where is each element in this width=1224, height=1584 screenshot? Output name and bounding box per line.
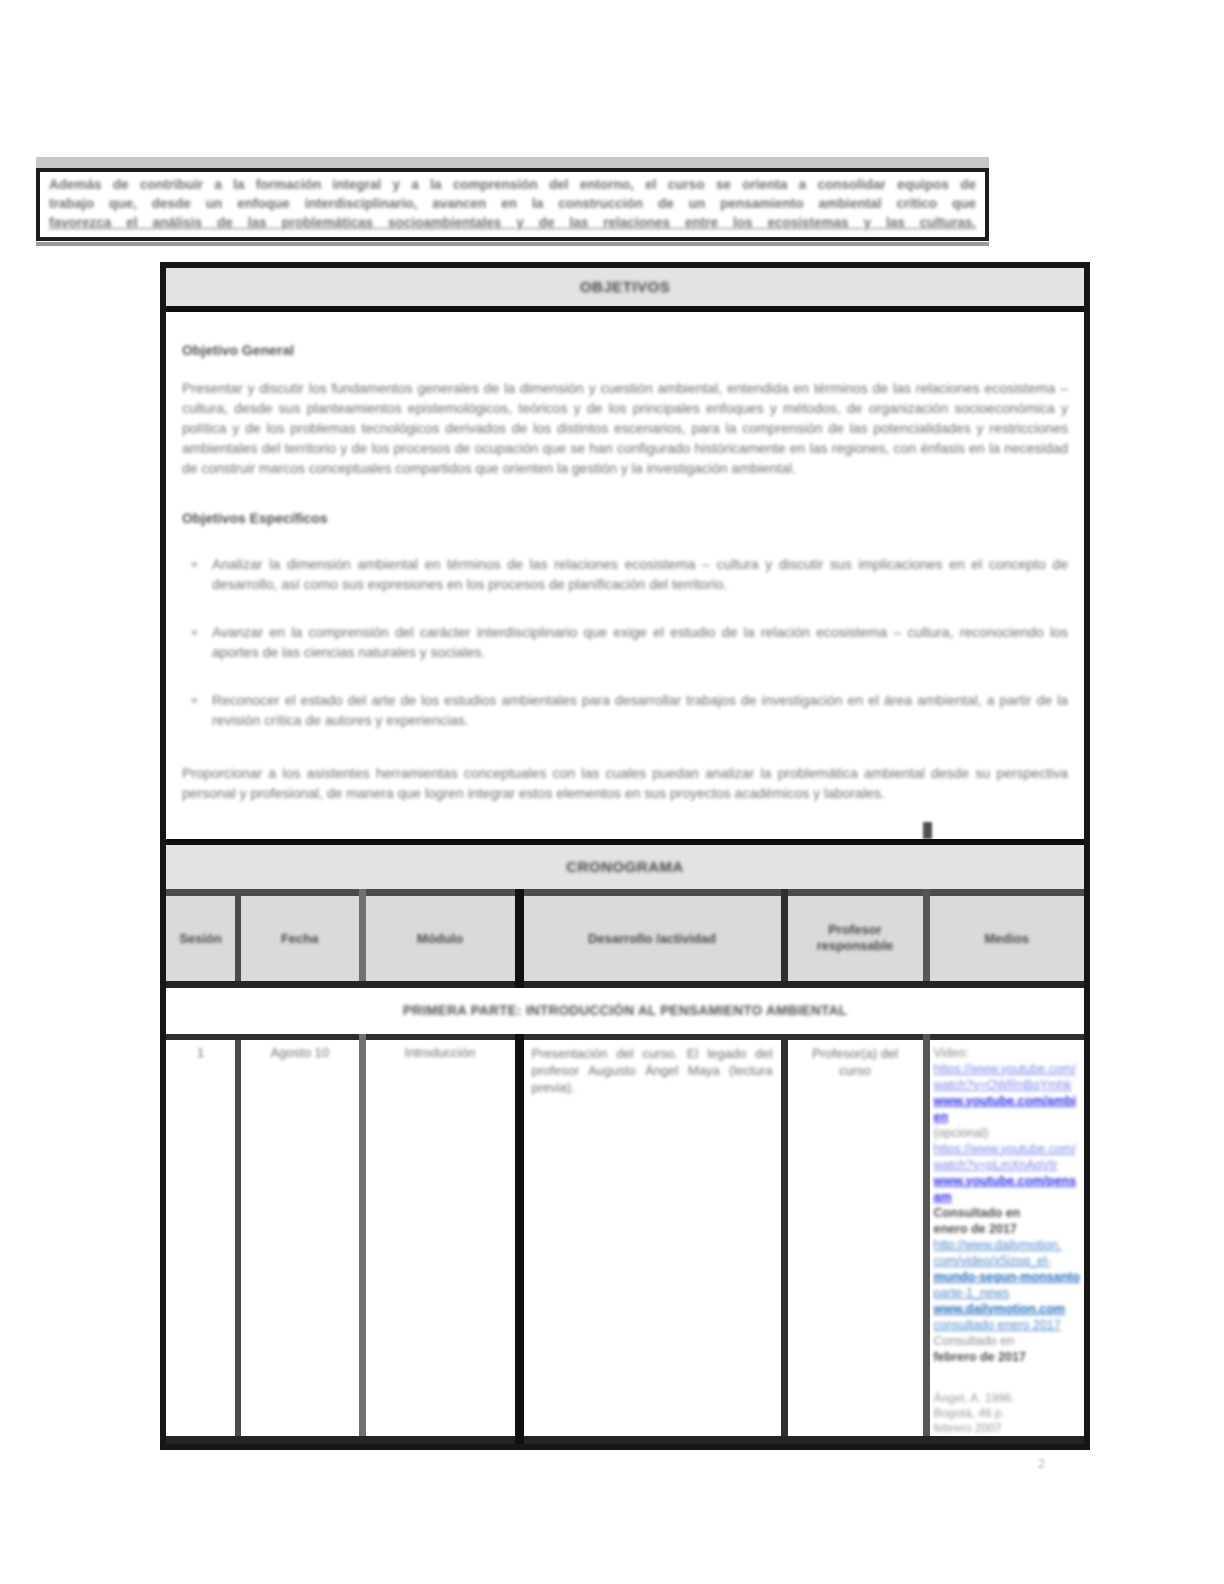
modulo-value: Introducción bbox=[404, 1044, 476, 1060]
fecha-value: Agosto 10 bbox=[270, 1044, 330, 1060]
medios-note: Consultado en bbox=[933, 1205, 1021, 1220]
column-header-label: Fecha bbox=[280, 930, 319, 946]
cronograma-header-band bbox=[166, 839, 1084, 889]
intro-text-box bbox=[36, 168, 989, 241]
column-header-label: Sesión bbox=[179, 930, 222, 946]
cell-desarrollo bbox=[519, 1037, 784, 1440]
column-header-label: Desarrollo /actividad bbox=[588, 930, 716, 946]
medios-note: febrero de 2017 bbox=[933, 1349, 1026, 1364]
column-header-desarrollo bbox=[519, 893, 784, 985]
documental-hyperlink[interactable]: mundo-segun-monsanto bbox=[933, 1269, 1081, 1284]
text-cursor-mark bbox=[923, 822, 932, 839]
objetivos-title: OBJETIVOS bbox=[579, 278, 671, 296]
cell-profesor bbox=[784, 1037, 926, 1440]
medios-note: (opcional) bbox=[933, 1125, 989, 1140]
column-header-label: Medios bbox=[984, 930, 1030, 946]
cronograma-title: CRONOGRAMA bbox=[566, 858, 684, 876]
column-header-label: Módulo bbox=[416, 930, 464, 946]
profesor-line: Profesor(a) del bbox=[812, 1045, 898, 1061]
video-hyperlink[interactable]: watch?v=pLmXnAqVtr bbox=[933, 1157, 1058, 1172]
intro-text-box-content bbox=[40, 172, 985, 237]
column-header-label: Profesor responsable bbox=[816, 922, 894, 953]
citation-line: Bogotá, 46 p. bbox=[933, 1405, 1005, 1420]
citation-line: Ángel, A. 1996. bbox=[933, 1390, 1015, 1405]
section-title-row bbox=[166, 985, 1084, 1037]
section-title-cell bbox=[166, 985, 1084, 1037]
documental-hyperlink[interactable]: http://www.dailymotion. bbox=[933, 1237, 1062, 1252]
documental-hyperlink[interactable]: com/video/x5jzpq_el- bbox=[933, 1253, 1051, 1268]
objetivos-content bbox=[166, 312, 1084, 839]
citation-line: febrero 2007 bbox=[933, 1420, 1002, 1435]
medios-label: Video: bbox=[933, 1045, 969, 1060]
medios-note: Consultado en bbox=[933, 1333, 1015, 1348]
cell-fecha bbox=[238, 1037, 362, 1440]
column-header-medios bbox=[926, 893, 1084, 985]
page-number: 2 bbox=[1038, 1456, 1046, 1471]
cell-sesion bbox=[166, 1037, 238, 1440]
cell-modulo bbox=[362, 1037, 519, 1440]
intro-line: Además de contribuir a la formación integral y a la comprensión del entorno, el curso se orienta a consolidar equipos de bbox=[49, 177, 976, 192]
video-hyperlink[interactable]: www.youtube.com/pensam bbox=[933, 1173, 1077, 1204]
video-hyperlink[interactable]: https://www.youtube.com/ bbox=[933, 1061, 1076, 1076]
objetivo-bullet: • Avanzar en la comprensión del carácter interdisciplinario que exige el estudio de la relación ecosistema – cultura, reconociendo los aportes de las ciencias naturales y sociales. bbox=[182, 622, 1068, 662]
medios-note: enero de 2017 bbox=[933, 1221, 1017, 1236]
medios-spacer bbox=[934, 1365, 1081, 1391]
objetivos-closing-paragraph: Proporcionar a los asistentes herramientas conceptuales con las cuales puedan analizar la problemática ambiental desde su perspectiva personal y profesional, de manera que logren integrar estos elementos en sus proyectos académicos y laborales. bbox=[182, 765, 1068, 801]
intro-line-underlined: favorezca el análisis de las problemáticas socioambientales y de las relaciones entre los ecosistemas y las culturas. bbox=[49, 215, 976, 230]
objetivos-especificos-heading: Objetivos Específicos bbox=[182, 510, 328, 526]
video-hyperlink[interactable]: https://www.youtube.com/ bbox=[933, 1141, 1076, 1156]
cronograma-header-row bbox=[166, 893, 1084, 985]
column-header-profesor bbox=[784, 893, 926, 985]
objetivo-general-heading: Objetivo General bbox=[182, 342, 295, 358]
profesor-line: curso bbox=[839, 1062, 871, 1078]
objetivo-general-paragraph: Presentar y discutir los fundamentos generales de la dimensión y cuestión ambiental, entendida en términos de las relaciones ecosistema – cultura, desde sus planteamientos epistemológicos, teóricos y de los principales enfoques y métodos, de organización socioeconómica y política y de los problemas tecnológicos derivados de los distintos escenarios, para la comprensión de las potencialidades y restricciones ambientales del territorio y de los procesos de ocupación que se han configurado históricamente en las regiones, con énfasis en la necesidad de construir marcos conceptuales compartidos que orienten la gestión y la investigación ambiental. bbox=[182, 380, 1068, 476]
desarrollo-text: Presentación del curso. El legado del profesor Augusto Ángel Maya (lectura previa). bbox=[531, 1045, 773, 1095]
intro-line: trabajo que, desde un enfoque interdisciplinario, avancen en la construcción de un pensamiento ambiental crítico que bbox=[49, 196, 976, 211]
cell-medios bbox=[926, 1037, 1084, 1440]
objetivos-especificos-list bbox=[182, 554, 1068, 730]
column-header-sesion bbox=[166, 893, 238, 985]
video-hyperlink[interactable]: www.youtube.com/ambien bbox=[933, 1093, 1077, 1124]
primera-parte-title: PRIMERA PARTE: INTRODUCCIÓN AL PENSAMIENTO AMBIENTAL bbox=[402, 1002, 848, 1018]
table-row bbox=[166, 1037, 1084, 1440]
documental-hyperlink[interactable]: www.dailymotion.com bbox=[933, 1301, 1065, 1316]
documental-hyperlink[interactable]: parte-1_news bbox=[933, 1285, 1010, 1300]
documental-hyperlink[interactable]: consultado enero 2017 bbox=[933, 1317, 1061, 1332]
column-header-fecha bbox=[238, 893, 362, 985]
objetivos-header-band bbox=[166, 268, 1084, 312]
cronograma-table bbox=[166, 889, 1084, 1444]
objetivo-bullet: • Reconocer el estado del arte de los estudios ambientales para desarrollar trabajos de investigación en el área ambiental, a partir de la revisión crítica de autores y experiencias. bbox=[182, 690, 1068, 730]
syllabus-main-box bbox=[160, 262, 1090, 1450]
video-hyperlink[interactable]: watch?v=QWRnBqYmhk bbox=[933, 1077, 1072, 1092]
objetivo-bullet: • Analizar la dimensión ambiental en términos de las relaciones ecosistema – cultura y discutir sus implicaciones en el concepto de desarrollo, así como sus expresiones en los procesos de planificación del territorio. bbox=[182, 554, 1068, 594]
sesion-value: 1 bbox=[196, 1044, 205, 1060]
column-header-modulo bbox=[362, 893, 519, 985]
